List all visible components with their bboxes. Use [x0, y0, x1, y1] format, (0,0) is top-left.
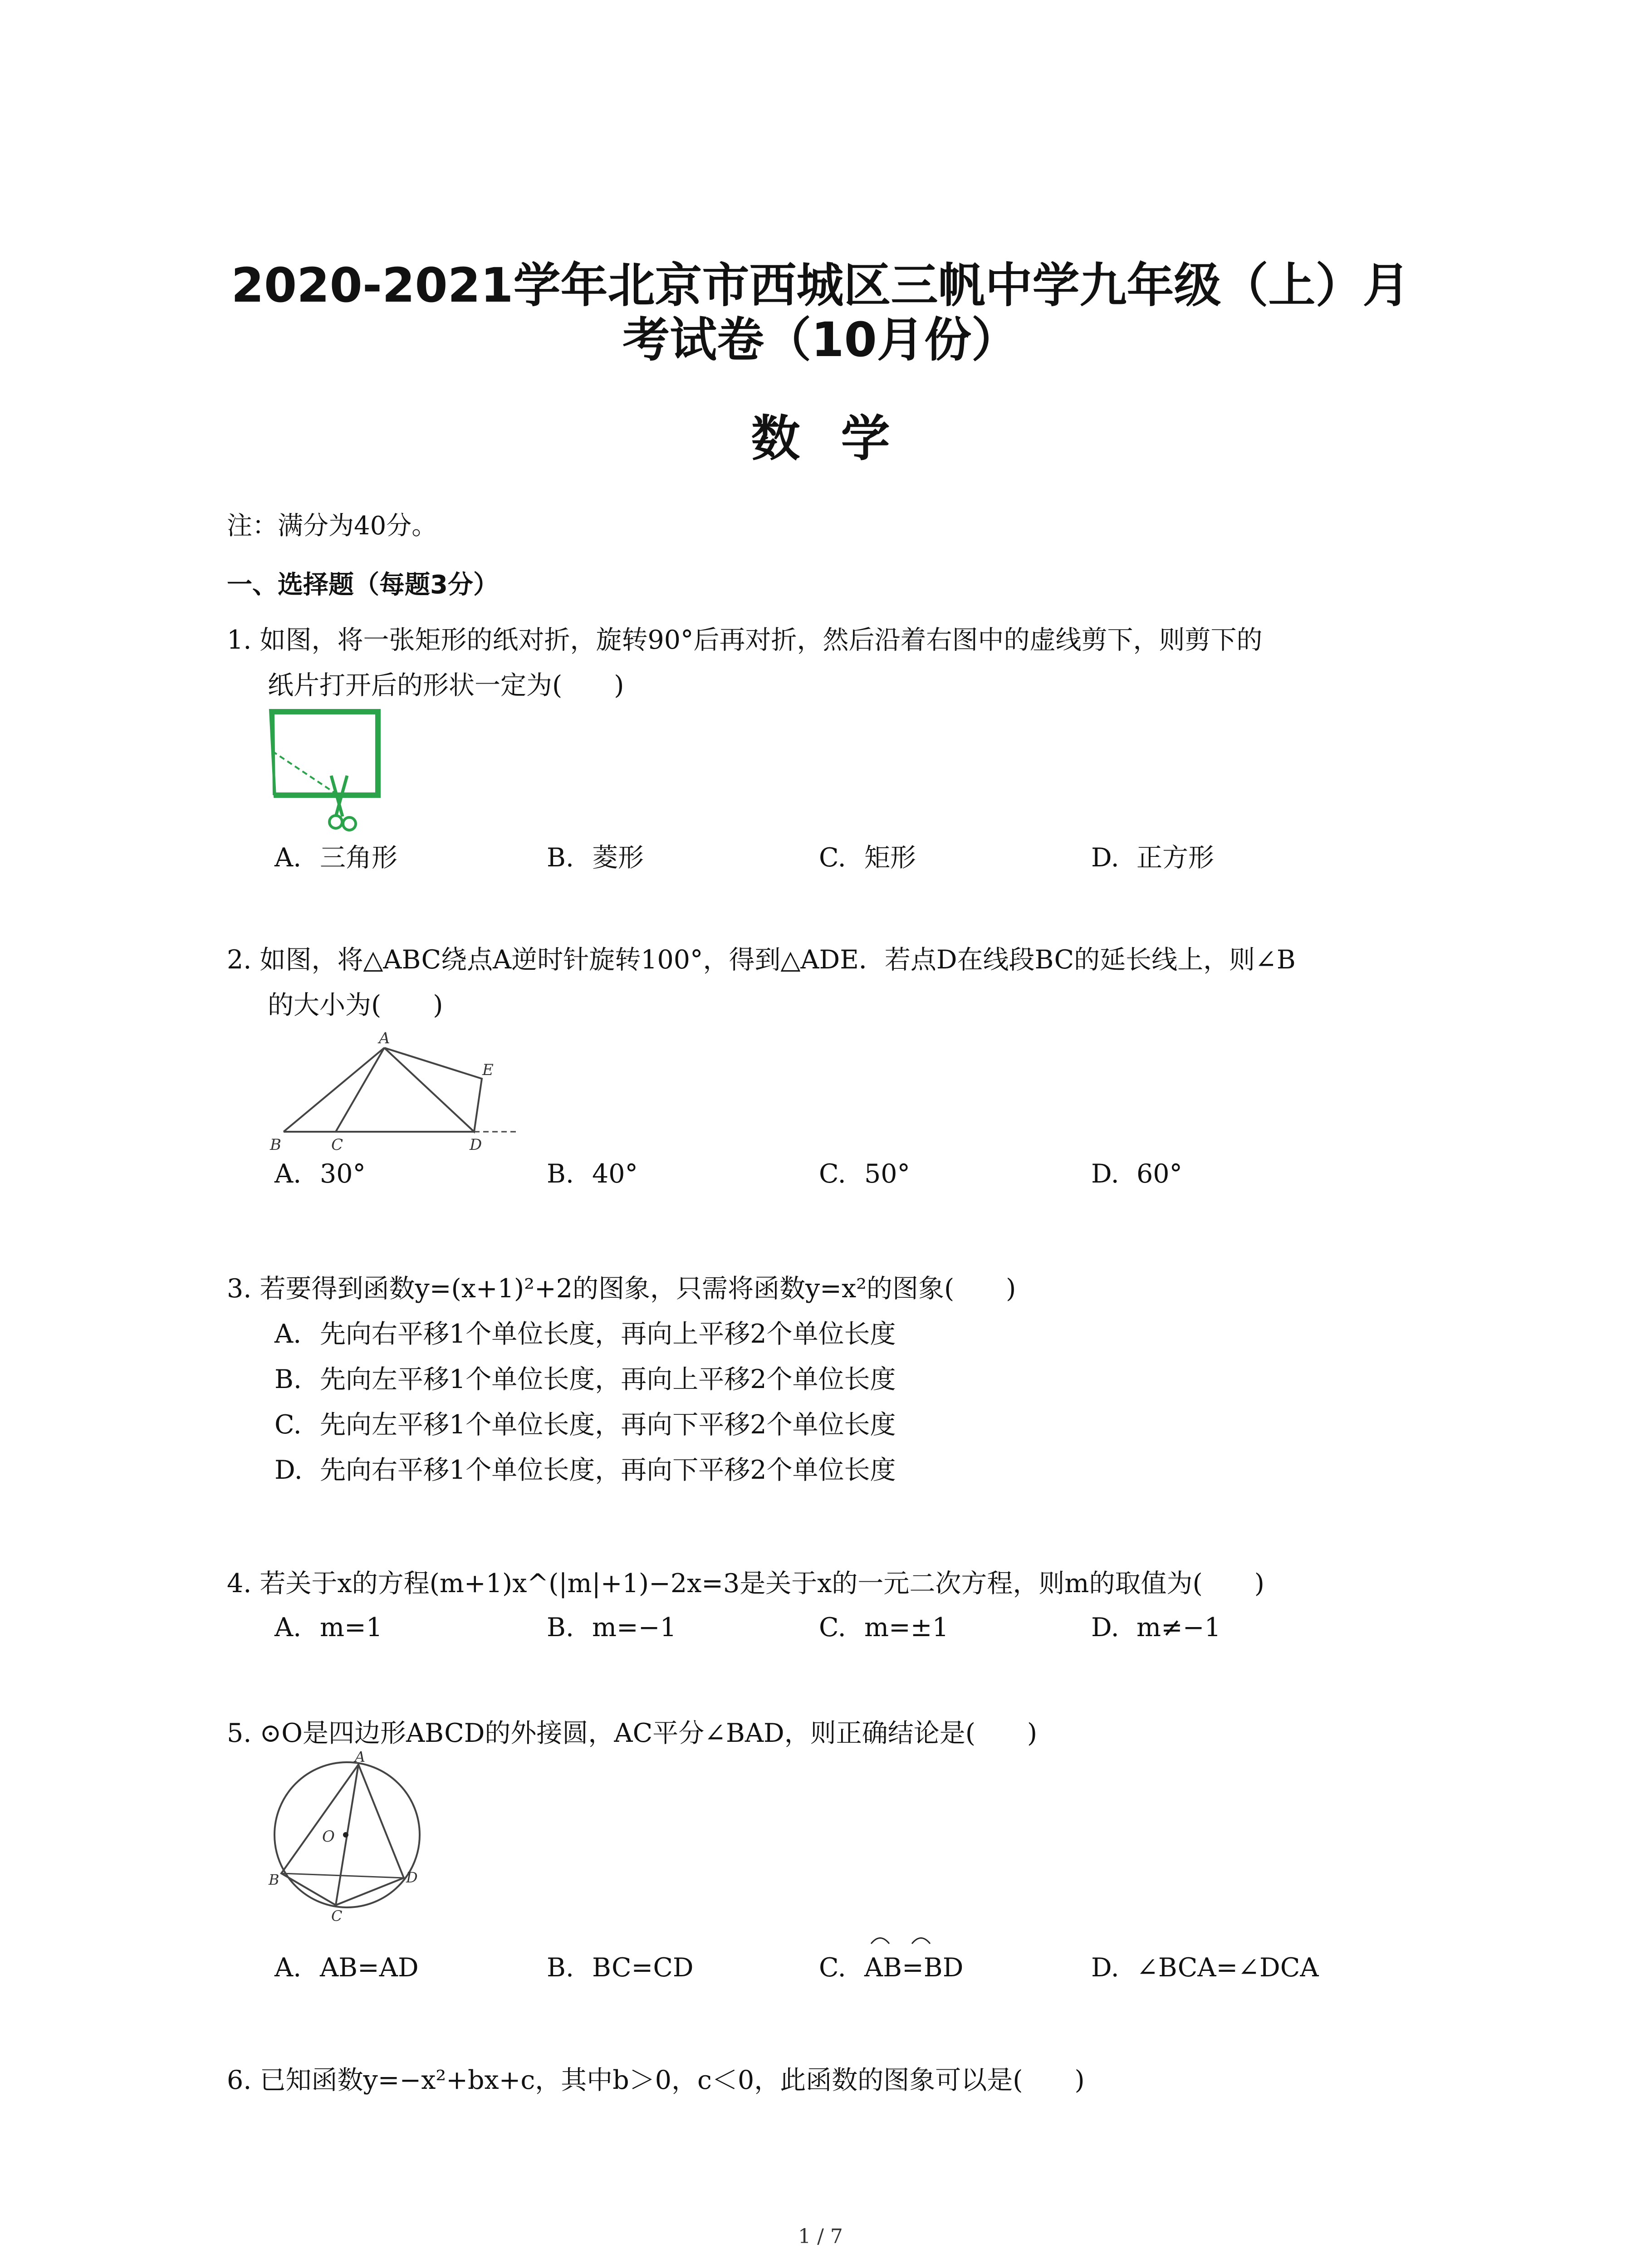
arc-marks — [869, 1930, 960, 1948]
q4-option-b: B. m=−1 — [547, 1613, 676, 1642]
question-3-line1: 3. 若要得到函数y=(x+1)²+2的图象，只需将函数y=x²的图象( ) — [227, 1274, 1016, 1304]
score-note: 注：满分为40分。 — [227, 511, 437, 541]
question-2-line2: 的大小为( ) — [268, 990, 443, 1020]
q5-option-d: D. ∠BCA=∠DCA — [1091, 1953, 1319, 1983]
q3-option-c: C. 先向左平移1个单位长度，再向下平移2个单位长度 — [274, 1410, 896, 1440]
question-4-line1: 4. 若关于x的方程(m+1)x^(|m|+1)−2x=3是关于x的一元二次方程，则m的取值为( ) — [227, 1569, 1264, 1598]
q1-option-a: A. 三角形 — [274, 843, 397, 873]
q3-option-d: D. 先向右平移1个单位长度，再向下平移2个单位长度 — [274, 1455, 896, 1485]
q4-option-c: C. m=±1 — [819, 1613, 949, 1642]
subject-title: 数学 — [751, 411, 931, 467]
q2-option-a: A. 30° — [274, 1159, 366, 1189]
paper-title-line1: 2020-2021学年北京市西城区三帆中学九年级（上）月 — [231, 258, 1410, 313]
label-o: O — [322, 1828, 335, 1846]
q5-option-b: B. BC=CD — [547, 1953, 694, 1983]
label-e: E — [482, 1061, 494, 1079]
label-a: A — [355, 1751, 366, 1765]
label-d: D — [470, 1136, 482, 1152]
q3-option-a: A. 先向右平移1个单位长度，再向上平移2个单位长度 — [274, 1319, 896, 1349]
label-c: C — [331, 1907, 343, 1923]
label-a: A — [379, 1030, 390, 1047]
section-heading: 一、选择题（每题3分） — [227, 570, 499, 600]
q2-triangle-rotation-figure — [265, 1030, 529, 1152]
q1-option-b: B. 菱形 — [547, 843, 644, 873]
q2-option-b: B. 40° — [547, 1159, 638, 1189]
q5-option-c: C. AB=BD — [819, 1953, 964, 1983]
label-c: C — [331, 1136, 343, 1152]
question-2-line1: 2. 如图，将△ABC绕点A逆时针旋转100°，得到△ADE．若点D在线段BC的延长线上，则∠B — [227, 945, 1296, 975]
q5-circumscribed-circle-figure — [268, 1751, 431, 1923]
label-b: B — [270, 1136, 281, 1152]
label-d: D — [406, 1869, 418, 1886]
q3-option-b: B. 先向左平移1个单位长度，再向上平移2个单位长度 — [274, 1364, 896, 1394]
page-number: 1 / 7 — [798, 2225, 843, 2248]
q1-folded-paper-figure — [268, 708, 386, 835]
q4-option-d: D. m≠−1 — [1091, 1613, 1221, 1642]
label-b: B — [269, 1871, 279, 1888]
question-5-line1: 5. ⊙O是四边形ABCD的外接圆，AC平分∠BAD，则正确结论是( ) — [227, 1718, 1038, 1748]
question-1-line2: 纸片打开后的形状一定为( ) — [268, 670, 624, 700]
q2-option-d: D. 60° — [1091, 1159, 1183, 1189]
paper-title-line2: 考试卷（10月份） — [622, 312, 1019, 367]
q4-option-a: A. m=1 — [274, 1613, 383, 1642]
q1-option-c: C. 矩形 — [819, 843, 916, 873]
q2-option-c: C. 50° — [819, 1159, 911, 1189]
q1-option-d: D. 正方形 — [1091, 843, 1214, 873]
q5-option-a: A. AB=AD — [274, 1953, 419, 1983]
question-1-line1: 1. 如图，将一张矩形的纸对折，旋转90°后再对折，然后沿着右图中的虚线剪下，则剪下的 — [227, 625, 1263, 655]
question-6-line1: 6. 已知函数y=−x²+bx+c，其中b＞0，c＜0，此函数的图象可以是( ) — [227, 2065, 1085, 2095]
